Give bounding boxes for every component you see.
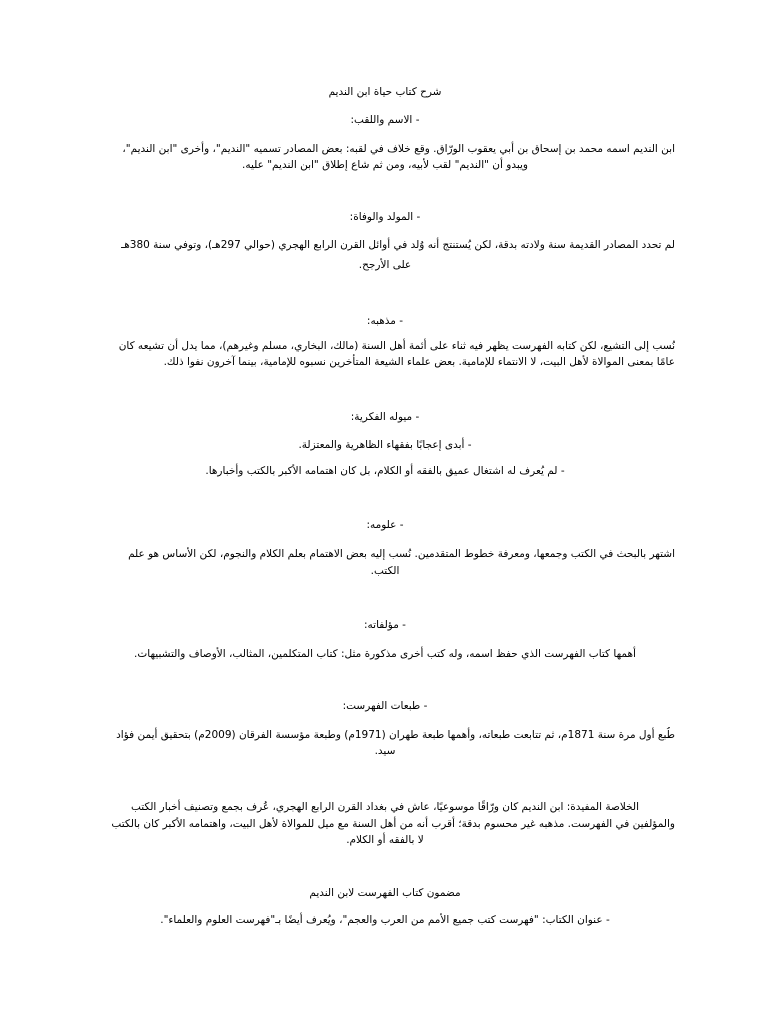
section-heading-sciences: - علومه: — [366, 519, 404, 531]
section-heading-name: - الاسم واللقب: — [350, 114, 420, 126]
final-line: - عنوان الكتاب: "فهرست كتب جميع الأمم من العرب والعجم"، ويُعرف أيضًا بـ"فهرست العلوم والعلماء". — [160, 914, 610, 926]
summary-line: الخلاصة المفيدة: ابن النديم كان ورّاقًا موسوعيًا، عاش في بغداد القرن الرابع الهجري، عُرف بجمع وتصنيف أخبار الكتب — [130, 801, 640, 813]
document-title: شرح كتاب حياة ابن النديم — [328, 86, 442, 98]
paragraph-line: نُسب إلى التشيع، لكن كتابه الفهرست يظهر فيه ثناء على أئمة أهل السنة (مالك، البخاري، مسلم وغيرهم)، مما يدل أن تشيعه كان — [118, 340, 675, 352]
paragraph-line: على الأرجح. — [358, 259, 412, 271]
paragraph-line: عامًا بمعنى الموالاة لأهل البيت، لا الانتماء للإمامية. بعض علماء الشيعة المتأخرين نسبوه للإمامية، بينما آخرون نفوا ذلك. — [163, 356, 675, 368]
section-heading-birth: - المولد والوفاة: — [349, 211, 421, 223]
paragraph-line: لم تحدد المصادر القديمة سنة ولادته بدقة، لكن يُستنتج أنه وُلد في أوائل القرن الرابع الهجري (حوالي 297هـ)، وتوفي سنة 380هـ — [121, 239, 675, 251]
paragraph-line: ابن النديم اسمه محمد بن إسحاق بن أبي يعقوب الورّاق. وقع خلاف في لقبه: بعض المصادر تسميه "النديم"، وأخرى "ابن النديم"، — [122, 143, 675, 155]
paragraph-line: اشتهر بالبحث في الكتب وجمعها، ومعرفة خطوط المتقدمين. نُسب إليه بعض الاهتمام بعلم الكلام والنجوم، لكن الأساس هو علم — [128, 548, 675, 560]
section-heading-intellectual: - ميوله الفكرية: — [350, 411, 420, 423]
paragraph-line: أهمها كتاب الفهرست الذي حفظ اسمه، وله كتب أخرى مذكورة مثل: كتاب المتكلمين، المثالب، الأوصاف والتشبيهات. — [134, 648, 636, 660]
summary-line: لا بالفقه أو الكلام. — [346, 834, 424, 846]
paragraph-line: - أبدى إعجابًا بفقهاء الظاهرية والمعتزلة. — [298, 439, 472, 451]
summary-line: والمؤلفين في الفهرست. مذهبه غير محسوم بدقة؛ أقرب أنه من أهل السنة مع ميل للموالاة لأهل البيت، واهتمامه الأكبر كان بالكتب — [111, 818, 675, 830]
document-subtitle: مضمون كتاب الفهرست لابن النديم — [309, 887, 461, 899]
paragraph-line: الكتب. — [370, 565, 400, 577]
section-heading-editions: - طبعات الفهرست: — [342, 700, 428, 712]
paragraph-line: - لم يُعرف له اشتغال عميق بالفقه أو الكلام، بل كان اهتمامه الأكبر بالكتب وأخبارها. — [205, 465, 565, 477]
paragraph-line: ويبدو أن "النديم" لقب لأبيه، ومن ثم شاع إطلاق "ابن النديم" عليه. — [242, 159, 528, 171]
paragraph-line: طُبع أول مرة سنة 1871م، ثم تتابعت طبعاته، وأهمها طبعة طهران (1971م) وطبعة مؤسسة الفرقان (2009م) بتحقيق أيمن فؤاد — [116, 729, 675, 741]
section-heading-madhhab: - مذهبه: — [366, 315, 404, 327]
section-heading-works: - مؤلفاته: — [364, 619, 406, 631]
paragraph-line: سيد. — [374, 745, 396, 757]
document-page — [95, 0, 675, 1024]
